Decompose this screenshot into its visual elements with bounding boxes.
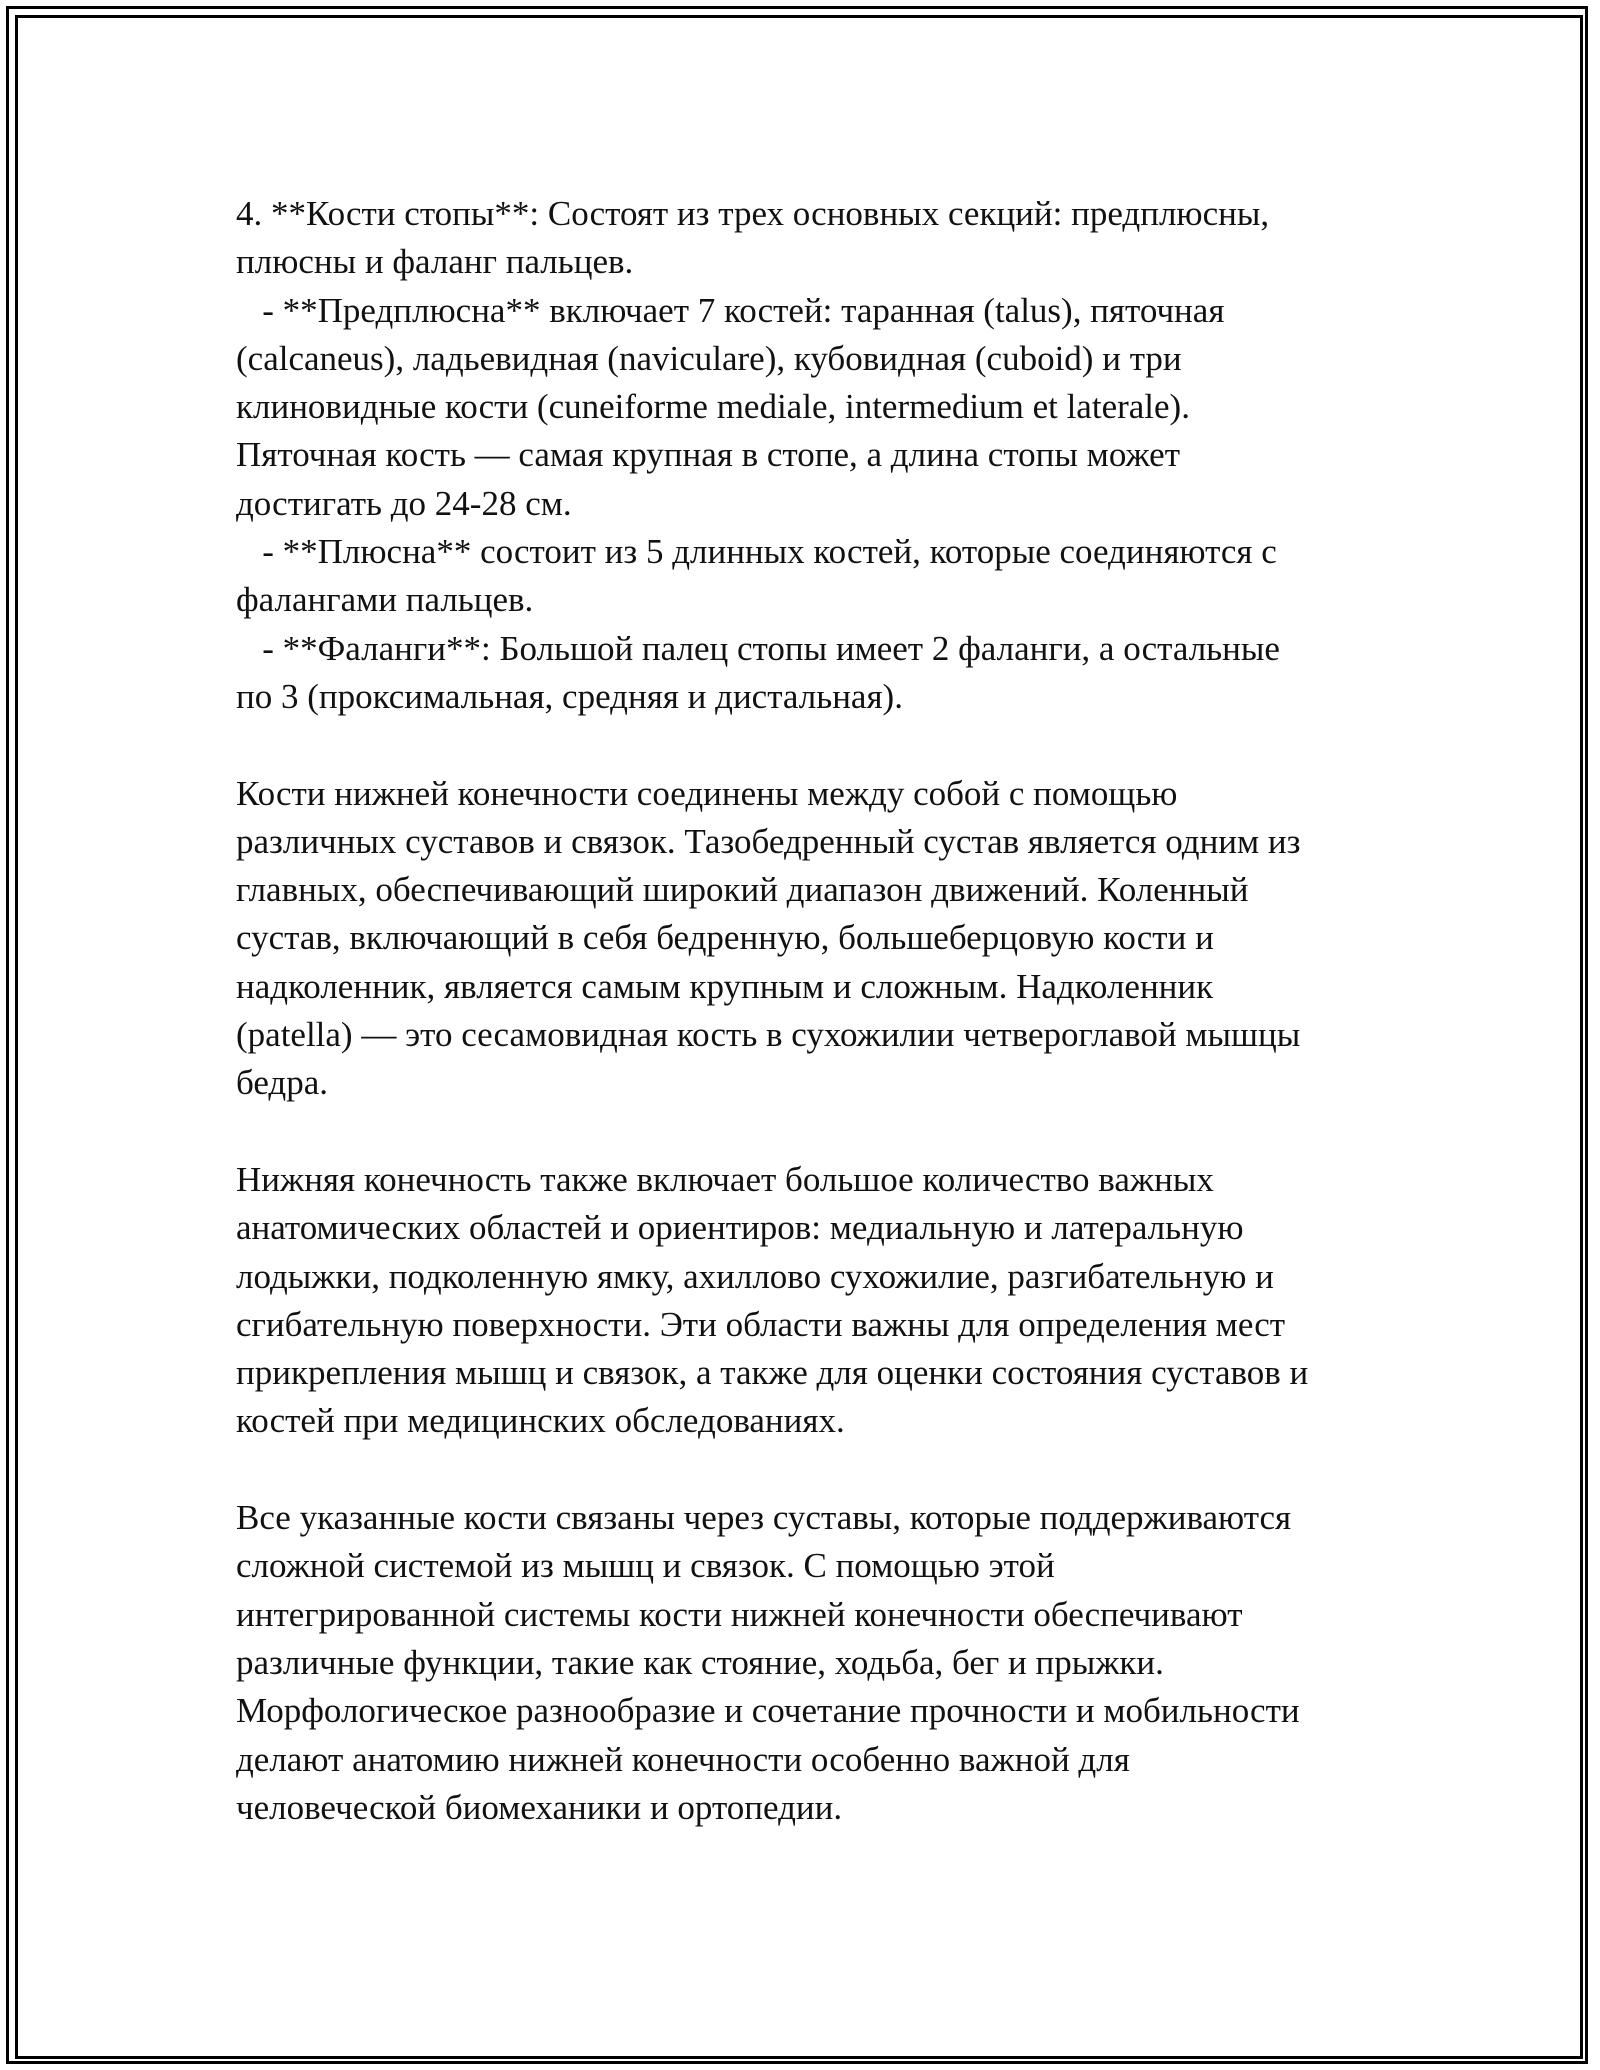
text-line: клиновидные кости (cuneiforme mediale, intermedium et laterale). bbox=[236, 387, 1190, 427]
text-line: надколенник, является самым крупным и сложным. Надколенник bbox=[236, 966, 1214, 1006]
paragraph-joints bbox=[236, 770, 1386, 1108]
text-line: сгибательную поверхности. Эти области важны для определения мест bbox=[236, 1304, 1286, 1344]
text-line: - **Предплюсна** включает 7 костей: таранная (talus), пяточная bbox=[236, 290, 1225, 330]
text-line: лодыжки, подколенную ямку, ахиллово сухожилие, разгибательную и bbox=[236, 1256, 1274, 1296]
text-line: различных суставов и связок. Тазобедренный сустав является одним из bbox=[236, 821, 1301, 861]
paragraph-gap bbox=[236, 1108, 1386, 1156]
paragraph-gap bbox=[236, 1446, 1386, 1494]
text-line: плюсны и фаланг пальцев. bbox=[236, 242, 634, 282]
text-line: 4. **Кости стопы**: Состоят из трех основных секций: предплюсны, bbox=[236, 194, 1270, 233]
text-line: - **Фаланги**: Большой палец стопы имеет 2 фаланги, а остальные bbox=[236, 628, 1280, 668]
text-line: различные функции, такие как стояние, ходьба, бег и прыжки. bbox=[236, 1642, 1164, 1682]
text-line: интегрированной системы кости нижней конечности обеспечивают bbox=[236, 1594, 1243, 1634]
text-line: Все указанные кости связаны через суставы, которые поддерживаются bbox=[236, 1498, 1292, 1538]
text-line: костей при медицинских обследованиях. bbox=[236, 1401, 845, 1441]
text-line: Пяточная кость — самая крупная в стопе, а длина стопы может bbox=[236, 435, 1180, 475]
text-line: (calcaneus), ладьевидная (naviculare), кубовидная (cuboid) и три bbox=[236, 338, 1182, 378]
paragraph-gap bbox=[236, 721, 1386, 769]
text-line: делают анатомию нижней конечности особенно важной для bbox=[236, 1739, 1130, 1779]
text-line: сложной системой из мышц и связок. С помощью этой bbox=[236, 1546, 1055, 1586]
text-line: фалангами пальцев. bbox=[236, 580, 534, 620]
text-line: анатомических областей и ориентиров: медиальную и латеральную bbox=[236, 1208, 1244, 1248]
text-line: достигать до 24-28 см. bbox=[236, 483, 572, 523]
text-line: (patella) — это сесамовидная кость в сухожилии четвероглавой мышцы bbox=[236, 1015, 1301, 1055]
text-line: человеческой биомеханики и ортопедии. bbox=[236, 1787, 843, 1827]
paragraph-landmarks bbox=[236, 1156, 1386, 1446]
text-line: Нижняя конечность также включает большое количество важных bbox=[236, 1159, 1214, 1199]
paragraph-foot-bones bbox=[236, 190, 1386, 721]
document-body bbox=[236, 190, 1386, 1832]
text-line: главных, обеспечивающий широкий диапазон движений. Коленный bbox=[236, 870, 1249, 910]
text-line: Морфологическое разнообразие и сочетание прочности и мобильности bbox=[236, 1691, 1300, 1731]
paragraph-summary bbox=[236, 1494, 1386, 1832]
text-line: Кости нижней конечности соединены между собой с помощью bbox=[236, 773, 1178, 813]
text-line: по 3 (проксимальная, средняя и дистальная). bbox=[236, 676, 903, 716]
text-line: бедра. bbox=[236, 1063, 329, 1103]
text-line: сустав, включающий в себя бедренную, большеберцовую кости и bbox=[236, 918, 1214, 958]
text-line: - **Плюсна** состоит из 5 длинных костей, которые соединяются с bbox=[236, 532, 1277, 572]
text-line: прикрепления мышц и связок, а также для оценки состояния суставов и bbox=[236, 1353, 1309, 1393]
